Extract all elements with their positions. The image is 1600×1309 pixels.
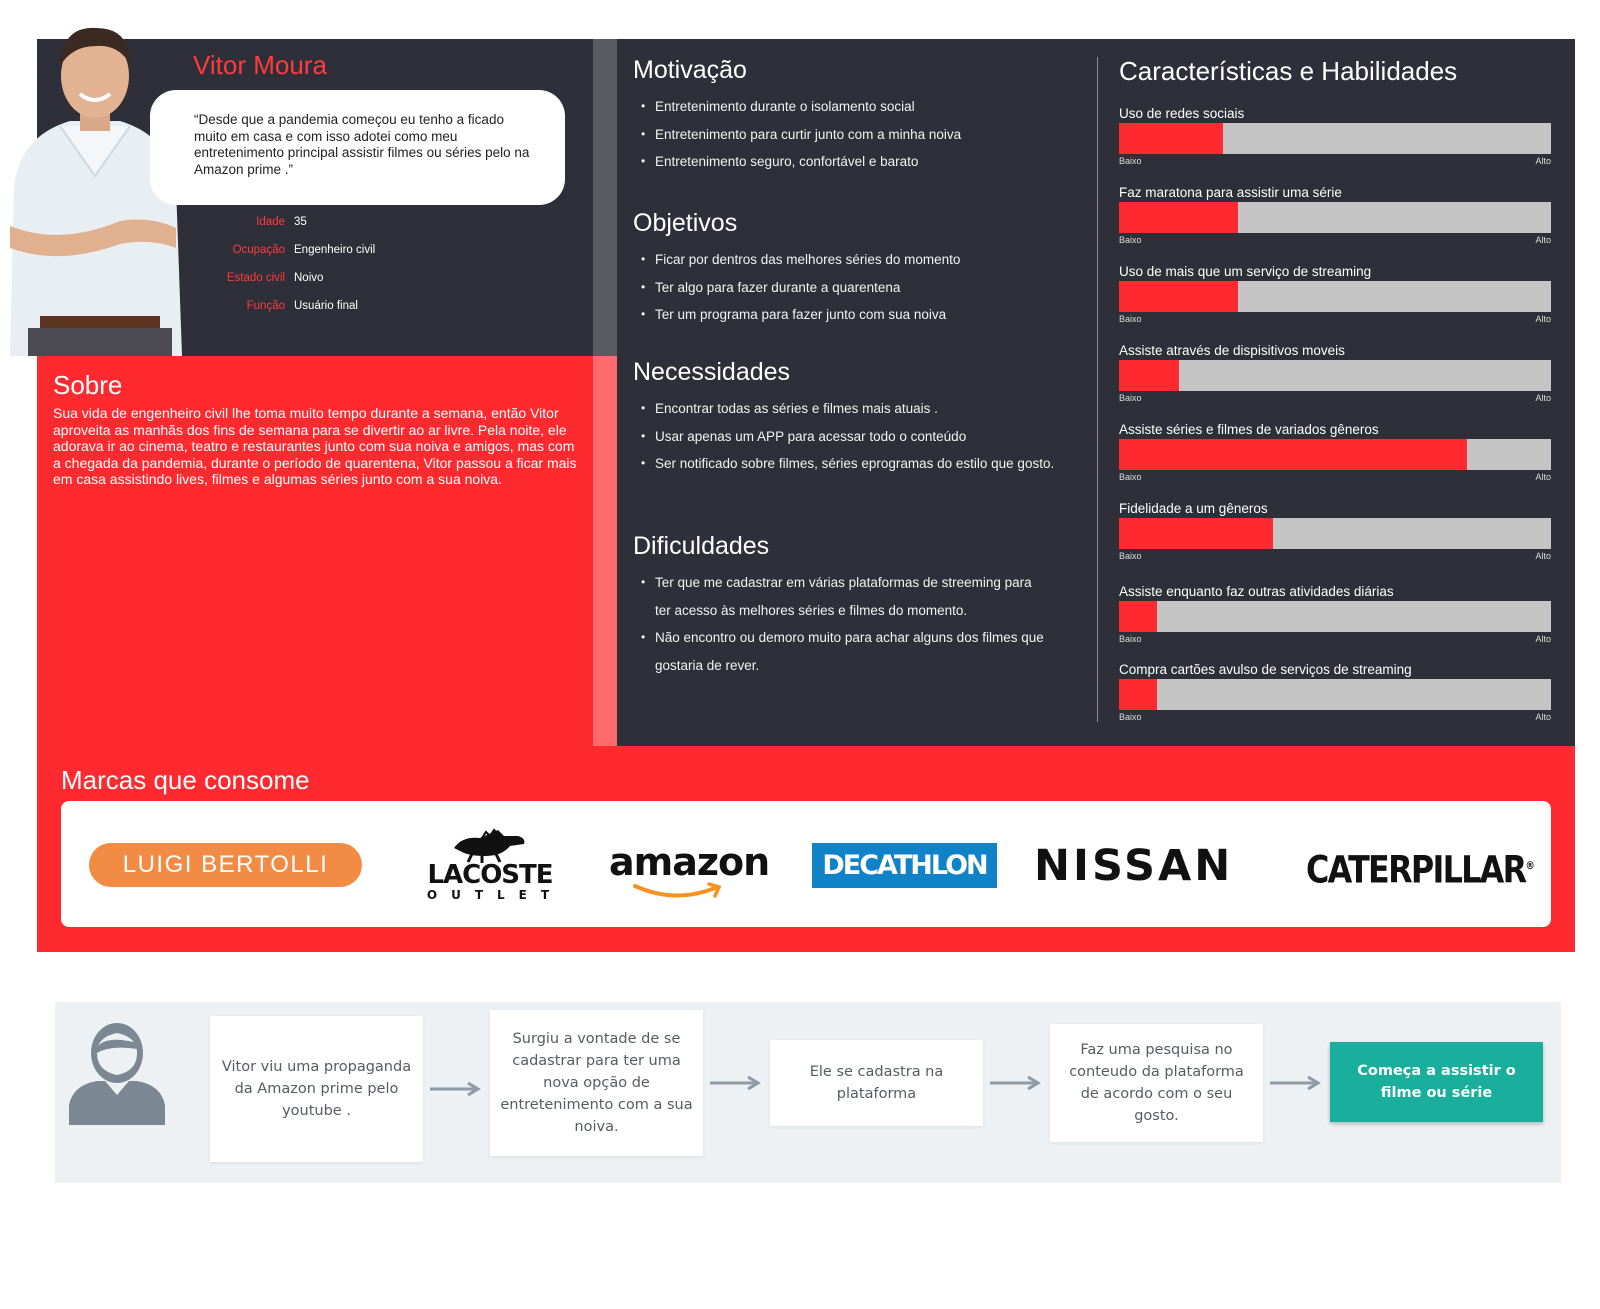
skill-fill xyxy=(1119,439,1467,470)
attr-key: Estado civil xyxy=(226,272,285,284)
skill-label: Assiste séries e filmes de variados gêneros xyxy=(1119,422,1379,437)
list-item: • Ter que me cadastrar em várias plataformas de streeming para xyxy=(633,569,1093,597)
amazon-logo xyxy=(609,840,769,900)
list-item: • Ter um programa para fazer junto com sua noiva xyxy=(633,301,1093,329)
attr-value: 35 xyxy=(294,216,307,228)
attr-key: Função xyxy=(246,300,285,312)
arrow-right-icon xyxy=(988,1076,1044,1090)
decathlon-logo: DECATHLON xyxy=(812,843,997,888)
attr-value: Engenheiro civil xyxy=(294,244,376,256)
skill-scale-high: Alto xyxy=(1535,551,1551,561)
skill-bar xyxy=(1119,422,1551,492)
skill-fill xyxy=(1119,202,1238,233)
list-item: • Usar apenas um APP para acessar todo o conteúdo xyxy=(633,423,1093,451)
skill-scale-low: Baixo xyxy=(1119,712,1142,722)
skill-track xyxy=(1119,360,1551,391)
attr-row-estado-civil xyxy=(190,272,560,284)
attr-row-idade xyxy=(190,216,560,228)
skill-scale-low: Baixo xyxy=(1119,235,1142,245)
section-title: Motivação xyxy=(633,56,747,84)
luigi-bertolli-logo: LUIGI BERTOLLI xyxy=(89,843,362,887)
persona-name: Vitor Moura xyxy=(193,50,327,80)
skills-title: Características e Habilidades xyxy=(1119,56,1458,86)
skill-fill xyxy=(1119,281,1238,312)
column-divider-top xyxy=(593,39,617,356)
arrow-right-icon xyxy=(428,1082,484,1096)
skill-scale xyxy=(1119,235,1551,245)
arrow-right-icon xyxy=(708,1076,764,1090)
skills-divider xyxy=(1097,57,1098,722)
skill-bar xyxy=(1119,185,1551,255)
registered-mark: ® xyxy=(1525,859,1535,872)
section-title: Objetivos xyxy=(633,209,738,237)
list-item: • Entretenimento durante o isolamento social xyxy=(633,93,1093,121)
journey-step-1: Vitor viu uma propaganda da Amazon prime pelo youtube . xyxy=(210,1016,423,1162)
skill-bar xyxy=(1119,106,1551,176)
skill-scale-low: Baixo xyxy=(1119,634,1142,644)
skill-bar xyxy=(1119,264,1551,334)
lacoste-logo xyxy=(415,820,565,904)
skill-bar xyxy=(1119,584,1551,654)
caterpillar-logo xyxy=(1306,843,1535,892)
skill-scale xyxy=(1119,551,1551,561)
skill-label: Assiste através de dispisitivos moveis xyxy=(1119,343,1345,358)
skill-scale-low: Baixo xyxy=(1119,156,1142,166)
list-item: • Entretenimento seguro, confortável e barato xyxy=(633,148,1093,176)
skill-label: Fidelidade a um gêneros xyxy=(1119,501,1268,516)
skill-bar xyxy=(1119,343,1551,413)
list-item-continued: ter acesso às melhores séries e filmes do momento. xyxy=(655,602,968,618)
caterpillar-wordmark: CATERPILLAR xyxy=(1306,848,1526,892)
skill-scale-low: Baixo xyxy=(1119,472,1142,482)
attr-key: Ocupação xyxy=(232,244,285,256)
brands-title: Marcas que consome xyxy=(61,765,310,795)
list-item: • Encontrar todas as séries e filmes mais atuais . xyxy=(633,395,1093,423)
skill-scale xyxy=(1119,393,1551,403)
lacoste-wordmark: LACOSTE xyxy=(427,860,553,890)
skill-scale-high: Alto xyxy=(1535,393,1551,403)
nissan-logo: NISSAN xyxy=(1034,841,1234,891)
skill-track xyxy=(1119,123,1551,154)
section-motivacao xyxy=(633,56,1093,176)
list-item: • Ser notificado sobre filmes, séries eprogramas do estilo que gosto. xyxy=(633,450,1093,478)
skill-label: Uso de redes sociais xyxy=(1119,106,1245,121)
skill-scale-high: Alto xyxy=(1535,235,1551,245)
journey-step-3: Ele se cadastra na plataforma xyxy=(770,1040,983,1126)
sobre-title: Sobre xyxy=(53,370,123,400)
skill-scale-high: Alto xyxy=(1535,712,1551,722)
skill-label: Faz maratona para assistir uma série xyxy=(1119,185,1342,200)
skill-scale-high: Alto xyxy=(1535,314,1551,324)
journey-step-4: Faz uma pesquisa no conteudo da plataforma de acordo com o seu gosto. xyxy=(1050,1024,1263,1142)
skill-scale xyxy=(1119,314,1551,324)
skill-track xyxy=(1119,281,1551,312)
attr-key: Idade xyxy=(256,216,285,228)
skill-scale-low: Baixo xyxy=(1119,393,1142,403)
skill-fill xyxy=(1119,518,1273,549)
skill-scale-high: Alto xyxy=(1535,472,1551,482)
section-dificuldades xyxy=(633,532,1093,679)
skill-scale-high: Alto xyxy=(1535,156,1551,166)
arrow-right-icon xyxy=(1268,1076,1324,1090)
list-item: • Entretenimento para curtir junto com a minha noiva xyxy=(633,121,1093,149)
amazon-smile-icon xyxy=(631,882,727,902)
crocodile-icon xyxy=(452,822,528,864)
list-item: • Não encontro ou demoro muito para achar alguns dos filmes que xyxy=(633,624,1093,652)
skill-track xyxy=(1119,202,1551,233)
attr-row-ocupacao xyxy=(190,244,560,256)
sobre-text: Sua vida de engenheiro civil lhe toma muito tempo durante a semana, então Vitor aproveita as manhãs dos fins de semana para se divertir ao ar livre. Pela noite, ele adorava ir ao cinema, teatro e restaurantes junto com sua noiva e amigos, mas com a chegada da pandemia, durante o período de quarentena, Vitor passou a ficar mais em casa assistindo lives, filmes e algumas séries junto com a sua noiva. xyxy=(53,405,577,488)
section-title: Dificuldades xyxy=(633,532,770,560)
skill-fill xyxy=(1119,360,1179,391)
persona-quote: “Desde que a pandemia começou eu tenho a ficado muito em casa e com isso adotei como meu entretenimento principal assistir filmes ou séries pelo na Amazon prime .” xyxy=(150,90,565,205)
attr-row-funcao xyxy=(190,300,560,312)
skill-scale xyxy=(1119,712,1551,722)
journey-step-5: Começa a assistir o filme ou série xyxy=(1330,1042,1543,1122)
skill-label: Uso de mais que um serviço de streaming xyxy=(1119,264,1372,279)
list-item: • Ficar por dentros das melhores séries do momento xyxy=(633,246,1093,274)
amazon-wordmark: amazon xyxy=(609,840,770,884)
skill-fill xyxy=(1119,679,1157,710)
attr-value: Usuário final xyxy=(294,300,358,312)
skill-scale-high: Alto xyxy=(1535,634,1551,644)
skill-track xyxy=(1119,518,1551,549)
skill-bar xyxy=(1119,662,1551,732)
list-item-continued: gostaria de rever. xyxy=(655,657,760,673)
attr-value: Noivo xyxy=(294,272,324,284)
section-necessidades xyxy=(633,358,1093,478)
journey-step-2: Surgiu a vontade de se cadastrar para ter uma nova opção de entretenimento com a sua noiva. xyxy=(490,1010,703,1156)
skill-scale-low: Baixo xyxy=(1119,314,1142,324)
skill-scale-low: Baixo xyxy=(1119,551,1142,561)
skill-fill xyxy=(1119,601,1157,632)
skill-track xyxy=(1119,679,1551,710)
skill-track xyxy=(1119,439,1551,470)
column-divider-bottom xyxy=(593,356,617,746)
skill-track xyxy=(1119,601,1551,632)
skill-label: Compra cartões avulso de serviços de streaming xyxy=(1119,662,1412,677)
lacoste-outlet: OUTLET xyxy=(426,888,564,902)
skill-scale xyxy=(1119,634,1551,644)
list-item: • Ter algo para fazer durante a quarentena xyxy=(633,274,1093,302)
skill-scale xyxy=(1119,472,1551,482)
skill-label: Assiste enquanto faz outras atividades diárias xyxy=(1119,584,1394,599)
section-title: Necessidades xyxy=(633,358,791,386)
skill-scale xyxy=(1119,156,1551,166)
user-avatar-icon xyxy=(67,1019,167,1125)
skill-fill xyxy=(1119,123,1223,154)
sobre-panel xyxy=(37,356,593,746)
section-objetivos xyxy=(633,209,1093,329)
skill-bar xyxy=(1119,501,1551,571)
